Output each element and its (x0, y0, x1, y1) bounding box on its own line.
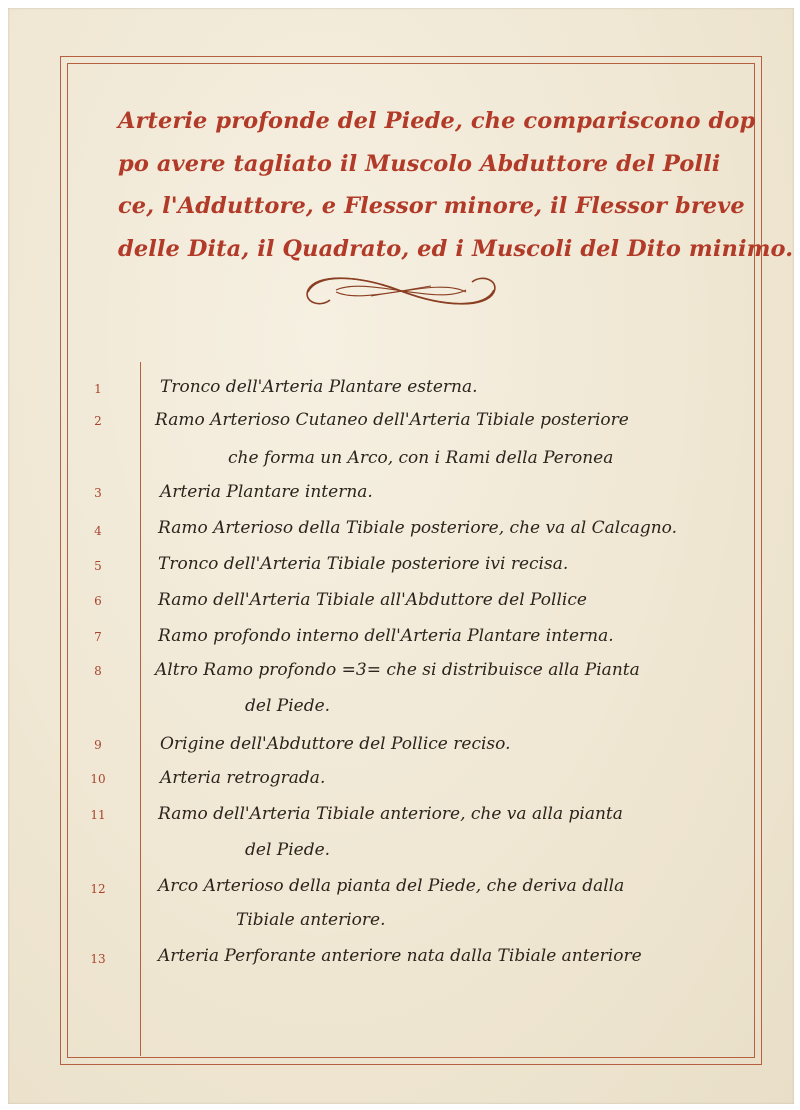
item-number: 13 (90, 952, 106, 966)
item-text: Tronco dell'Arteria Tibiale posteriore ivi recisa. (158, 554, 569, 574)
item-number: 11 (90, 808, 106, 822)
item-text: Ramo profondo interno dell'Arteria Plantare interna. (158, 626, 614, 646)
item-text: Arteria Perforante anteriore nata dalla Tibiale anteriore (158, 946, 642, 966)
item-text: Arco Arterioso della pianta del Piede, che deriva dalla (158, 876, 625, 896)
item-text-continuation: del Piede. (245, 840, 331, 860)
item-number: 3 (94, 486, 102, 500)
item-text: Ramo Arterioso della Tibiale posteriore, che va al Calcagno. (158, 518, 678, 538)
number-column-rule (140, 362, 141, 1056)
item-text: Ramo Arterioso Cutaneo dell'Arteria Tibiale posteriore (155, 410, 629, 430)
title-line: delle Dita, il Quadrato, ed i Muscoli del Dito minimo. (118, 235, 794, 262)
title-line: ce, l'Adduttore, e Flessor minore, il Flessor breve (118, 193, 745, 219)
item-number: 1 (94, 382, 102, 396)
item-number: 4 (94, 524, 102, 538)
calligraphic-flourish-icon (296, 266, 506, 316)
item-text: Arteria Plantare interna. (160, 482, 373, 502)
item-text-continuation: che forma un Arco, con i Rami della Peronea (228, 448, 614, 468)
title-line: po avere tagliato il Muscolo Abduttore del Polli (118, 150, 721, 177)
item-number: 6 (94, 594, 102, 608)
page-title (118, 100, 794, 270)
item-text: Tronco dell'Arteria Plantare esterna. (160, 377, 478, 397)
item-text: Ramo dell'Arteria Tibiale all'Abduttore del Pollice (158, 590, 587, 610)
item-text: Arteria retrograda. (160, 768, 326, 788)
item-text-continuation: del Piede. (245, 696, 331, 716)
item-number: 7 (94, 630, 102, 644)
item-number: 8 (94, 664, 102, 678)
item-number: 9 (94, 738, 102, 752)
item-number: 12 (90, 882, 106, 896)
item-text-continuation: Tibiale anteriore. (236, 910, 386, 930)
item-number: 5 (94, 559, 102, 573)
title-line: Arterie profonde del Piede, che compariscono dop (118, 108, 756, 134)
item-text: Altro Ramo profondo =3= che si distribuisce alla Pianta (155, 660, 640, 680)
item-text: Origine dell'Abduttore del Pollice reciso. (160, 734, 511, 754)
item-number: 10 (90, 772, 106, 786)
item-text: Ramo dell'Arteria Tibiale anteriore, che va alla pianta (158, 804, 623, 824)
item-number: 2 (94, 414, 102, 428)
